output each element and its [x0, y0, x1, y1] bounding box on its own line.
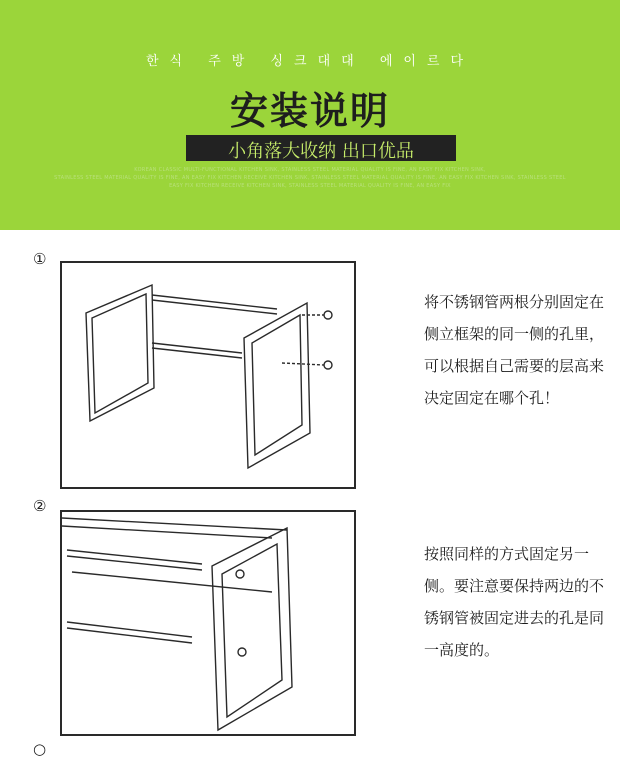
page-title: 安装说明 — [229, 89, 390, 133]
fine-print-line: EASY FIX KITCHEN RECEIVE KITCHEN SINK, STAINLESS STEEL MATERIAL QUALITY IS FINE, AN EASY FIX — [169, 183, 451, 189]
step-2-text: 按照同样的方式固定另一侧。要注意要保持两边的不锈钢管被固定进去的孔是同一高度的。 — [424, 545, 605, 659]
step-number: ② — [33, 497, 47, 515]
shelf-frame-diagram — [62, 512, 354, 734]
step-1-illustration — [60, 261, 356, 489]
header-banner — [0, 0, 620, 230]
korean-subtitle: 한식 주방 싱크대대 에이르다 — [145, 54, 475, 69]
tagline: 小角落大收纳 出口优品 — [228, 141, 414, 162]
tagline-bar — [186, 135, 456, 161]
step-2-illustration — [60, 510, 356, 736]
step-number: ① — [33, 250, 47, 268]
step-1-text: 将不锈钢管两根分别固定在侧立框架的同一侧的孔里，可以根据自己需要的层高来决定固定在哪个孔！ — [424, 293, 605, 407]
next-step-marker: ○ — [33, 740, 47, 758]
fine-print-line: STAINLESS STEEL MATERIAL QUALITY IS FINE, AN EASY FIX KITCHEN RECEIVE KITCHEN SINK, STAINLESS STEEL MATERIAL QUALITY IS FINE, AN EASY FIX KITCHEN SINK, STAINLESS STEEL — [54, 175, 566, 181]
fine-print — [0, 166, 620, 190]
fine-print-line: KOREAN CLASSIC MULTI-FUNCTIONAL KITCHEN SINK, STAINLESS STEEL MATERIAL QUALITY IS FINE, AN EASY FIX KITCHEN SINK, — [134, 167, 486, 173]
shelf-frame-diagram — [62, 263, 354, 487]
